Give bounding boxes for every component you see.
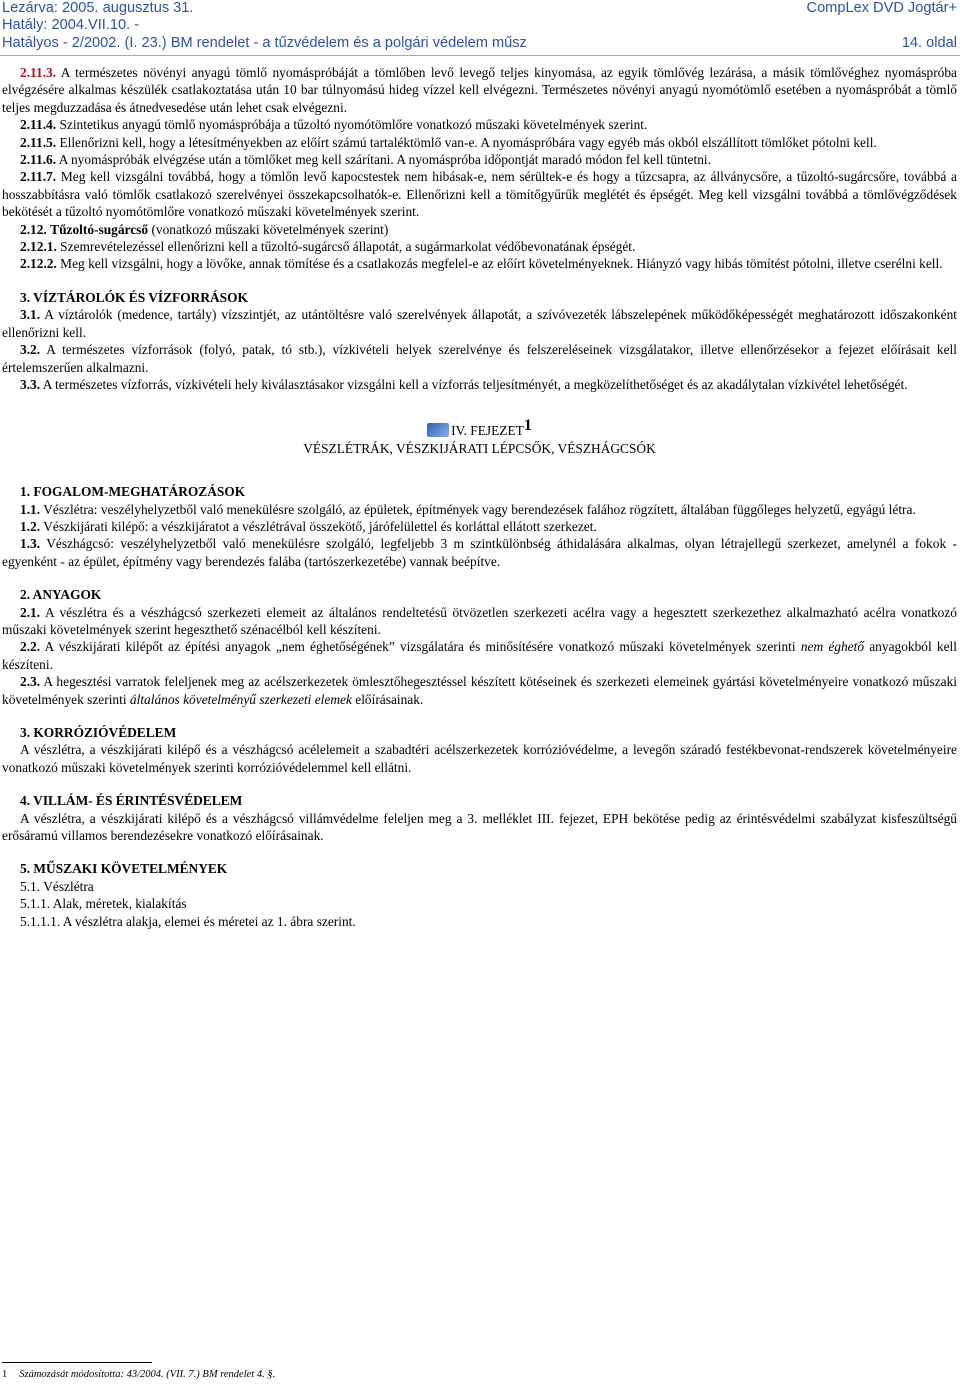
paragraph-b1-3: 1.3. Vészhágcsó: veszélyhelyzetből való menekülésre szolgáló, legfeljebb 3 m szintkülönbség áthidalására alkalmas, olyan létrajellegű szerkezet, amelynél a fokok - egyenként - az épület, építmény vagy berendezés falába (tartószerkezetébe) vannak beépítve. — [2, 536, 957, 569]
footnote-divider — [2, 1362, 152, 1363]
paragraph-b5-1-1: 5.1.1. Alak, méretek, kialakítás — [20, 896, 187, 912]
paragraph-b2-1: 2.1. A vészlétra és a vészhágcsó szerkezeti elemeit az általános rendeltetésű ötvözetlen szerkezeti acélra vagy a hegesztett szerkezethez alkalmazható acélra vonatkozó műszaki követelmények szerint hegeszthető szénacélból kell készíteni. — [2, 604, 957, 637]
chapter-heading — [2, 417, 957, 457]
page-number: 14. oldal — [901, 35, 957, 51]
paragraph-3-2: 3.2. A természetes vízforrások (folyó, patak, tó stb.), vízkivételi helyek szerelvénye és felszereléseinek vizsgálatakor, illetve ellenőrzésekor a fejezet előírásait kell értelemszerűen alkalmazni. — [2, 342, 957, 375]
paragraph-b3: A vészlétra, a vészkijárati kilépő és a vészhágcsó acélelemeit a szabadtéri acélszerkezetek korrózióvédelme, a levegőn száradó festékbevonat-rendszerek követelményeire vonatkozó műszaki követelmények szerinti korrózióvédelemmel kell ellátni. — [2, 742, 957, 775]
document-body — [2, 64, 957, 930]
section-b4-heading: 4. VILLÁM- ÉS ÉRINTÉSVÉDELEM — [20, 793, 243, 809]
closing-date: Lezárva: 2005. augusztus 31. — [2, 0, 194, 16]
section-3-heading: 3. VÍZTÁROLÓK ÉS VÍZFORRÁSOK — [20, 289, 248, 305]
paragraph-2-11-6: 2.11.6. A nyomáspróbák elvégzése után a tömlőket meg kell szárítani. A nyomáspróba időpontját maradó módon fel kell tüntetni. — [20, 152, 711, 168]
footnote-text: Számozását módosította: 43/2004. (VII. 7.) BM rendelet 4. §. — [19, 1369, 276, 1380]
effective-date: Hatály: 2004.VII.10. - — [2, 17, 140, 33]
section-b1-heading: 1. FOGALOM-MEGHATÁROZÁSOK — [20, 484, 246, 500]
paragraph-2-11-3: 2.11.3. A természetes növényi anyagú tömlő nyomáspróbáját a tömlőben levő levegő teljes kinyomása, az egyik tömlővég lezárása, a másik tömlővéghez nyomáspróba elvégzésére alkalmas készülék csatlakoztatása után 10 bar túlnyomású hideg vízzel kell elvégezni. Természetes növényi anyagú nyomótömlő esetében a nyomáspróbát a tömlő teljes megduzzadása és átnedvesedése után lehet csak elvégezni. — [2, 65, 957, 115]
paragraph-3-1: 3.1. A víztárolók (medence, tartály) vízszintjét, az utántöltésre való szerelvények állapotát, a szívóvezeték lábszelepének működőképességét meghatározott időszakonként ellenőrizni kell. — [2, 307, 957, 340]
document-title: Hatályos - 2/2002. (I. 23.) BM rendelet - a tűzvédelem és a polgári védelem műsz — [2, 35, 527, 51]
chapter-subtitle: VÉSZLÉTRÁK, VÉSZKIJÁRATI LÉPCSŐK, VÉSZHÁGCSÓK — [303, 440, 656, 456]
amendment-link-icon[interactable] — [427, 423, 449, 437]
paragraph-b2-2: 2.2. A vészkijárati kilépőt az építési anyagok „nem éghetőségének” vizsgálatára és minősítésére vonatkozó műszaki követelmények szerinti nem éghető anyagokból kell készíteni. — [2, 639, 957, 672]
paragraph-2-11-7: 2.11.7. Meg kell vizsgálni továbbá, hogy a tömlőn levő kapocstestek nem hibásak-e, nem sérültek-e és hogy a tűzcsapra, az állványcsőre, a tűzoltó-sugárcsőre, továbbá a hosszabbításra való tömlők csatlakozó szerelvényei összekapcsolhatók-e. Ellenőrizni kell a tömítőgyűrűk meglétét és épségét. Meg kell vizsgálni továbbá a tömlővégződések bekötését a tűzoltó nyomótömlőre vonatkozó műszaki követelmények szerint. — [2, 169, 957, 220]
section-b3-heading: 3. KORRÓZIÓVÉDELEM — [20, 725, 177, 740]
footnote — [2, 1368, 275, 1381]
paragraph-3-3: 3.3. A természetes vízforrás, vízkivételi hely kiválasztásakor vizsgálni kell a vízforrás teljesítményét, a megközelíthetőséget és az akadálytalan vízkivétel lehetőségét. — [20, 376, 908, 392]
header-line-2 — [0, 17, 960, 35]
product-name: CompLex DVD Jogtár+ — [806, 0, 957, 16]
paragraph-2-11-5: 2.11.5. Ellenőrizni kell, hogy a létesítményekben az előírt számú tartaléktömlő van-e. A nyomáspróbára vagy egyéb más okból elszállított tömlőket pótolni kell. — [20, 134, 877, 150]
paragraph-b5-1: 5.1. Vészlétra — [20, 878, 94, 894]
chapter-title: IV. FEJEZET — [451, 423, 524, 439]
paragraph-2-12: 2.12. Tűzoltó-sugárcső (vonatkozó műszaki követelmények szerint) — [20, 221, 389, 237]
paragraph-2-12-1: 2.12.1. Szemrevételezéssel ellenőrizni kell a tűzoltó-sugárcső állapotát, a sugármarkolat védőbevonatának épségét. — [20, 239, 636, 255]
header-line-3 — [0, 35, 960, 53]
header-line-1 — [0, 0, 960, 18]
footnote-reference[interactable]: 1 — [523, 417, 532, 435]
section-b5-heading: 5. MŰSZAKI KÖVETELMÉNYEK — [20, 861, 228, 877]
paragraph-b1-2: 1.2. Vészkijárati kilépő: a vészkijáratot a vészlétrával összekötő, járófelülettel és korláttal ellátott szerkezet. — [20, 518, 597, 534]
header-divider — [0, 55, 960, 56]
paragraph-b4: A vészlétra, a vészkijárati kilépő és a vészhágcsó villámvédelme feleljen meg a 3. melléklet III. fejezet, EPH bekötése pedig az érintésvédelmi szabályzat kisfeszültségű erősáramú villamos berendezésekre vonatkozó előírásainak. — [2, 810, 957, 844]
paragraph-b1-1: 1.1. Vészlétra: veszélyhelyzetből való menekülésre szolgáló, az épületek, építmények vagy berendezések falához rögzített, általában függőleges helyzetű, egyágú létra. — [20, 501, 916, 517]
paragraph-2-12-2: 2.12.2. Meg kell vizsgálni, hogy a lövőke, annak tömítése és a csatlakozás megfelel-e az előírt követelményeknek. Hiányzó vagy hibás tömítést pótolni, illetve cserélni kell. — [20, 256, 943, 272]
footnote-number: 1 — [2, 1369, 8, 1380]
paragraph-b5-1-1-1: 5.1.1.1. A vészlétra alakja, elemei és méretei az 1. ábra szerint. — [20, 913, 356, 929]
section-b2-heading: 2. ANYAGOK — [20, 587, 102, 603]
paragraph-b2-3: 2.3. A hegesztési varratok feleljenek meg az acélszerkezetek ömlesztőhegesztéssel készített kötéseinek és szerkezeti elemeinek gyártási követelményeire vonatkozó műszaki követelmények szerinti általános követelményű szerkezeti elemek előírásainak. — [2, 674, 957, 707]
paragraph-2-11-4: 2.11.4. Szintetikus anyagú tömlő nyomáspróbája a tűzoltó nyomótömlőre vonatkozó műszaki követelmények szerint. — [20, 117, 648, 133]
